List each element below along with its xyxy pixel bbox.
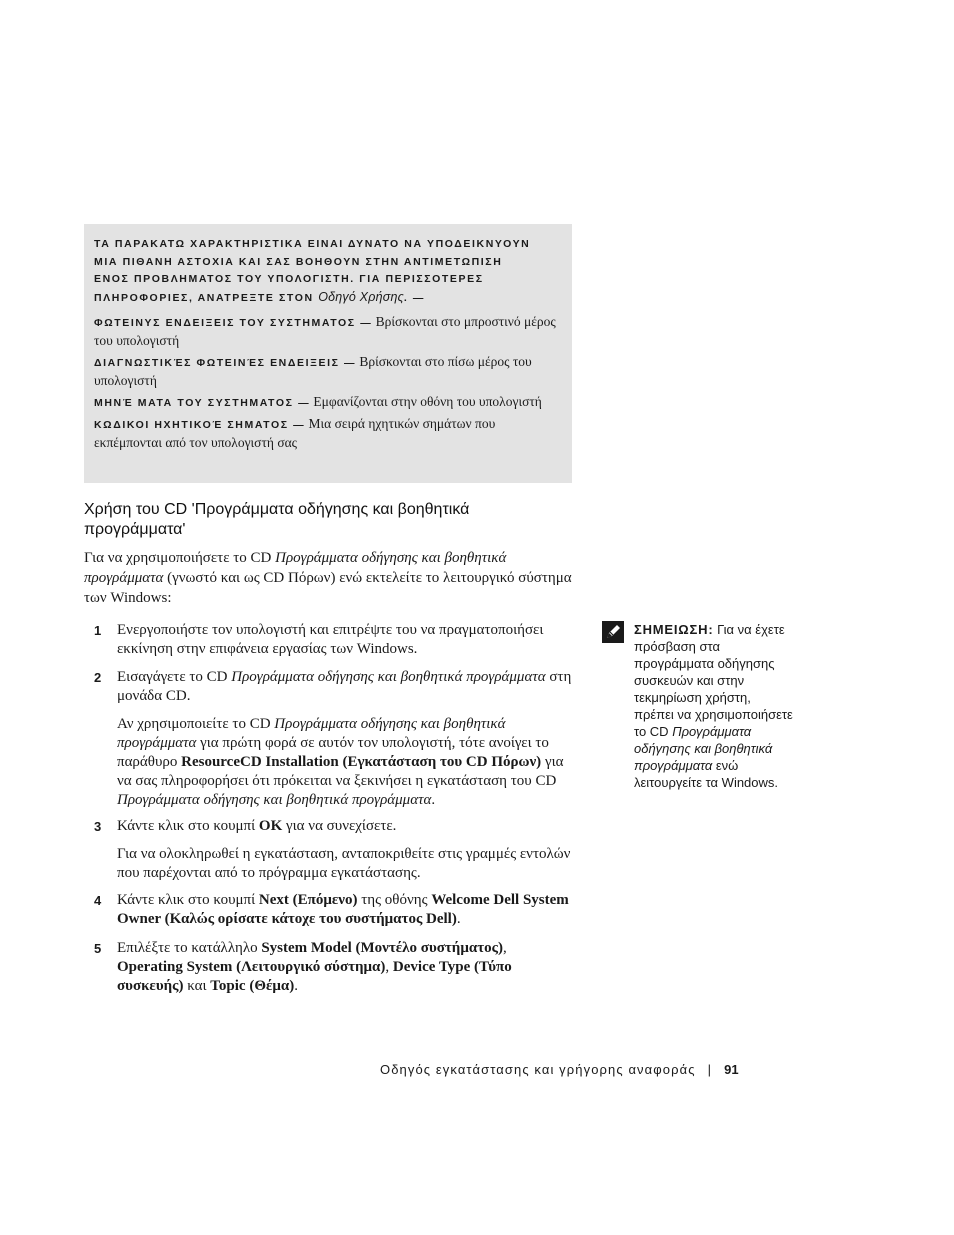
- button-name: Next (Επόμενο): [258, 892, 358, 908]
- step-text-part: Αν χρησιμοποιείτε το CD: [117, 716, 275, 732]
- step-number: 5: [94, 941, 102, 956]
- step-text-part: .: [431, 792, 436, 808]
- step-text: [117, 817, 575, 836]
- callout-item-desc: Βρίσκονται στο πίσω μέρος του υπολογιστή: [94, 354, 532, 388]
- cd-name: Προγράμματα οδήγησης και βοηθητικά προγράμματα: [231, 669, 546, 685]
- callout-item-desc: Βρίσκονται στο μπροστινό μέρος του υπολογιστή: [94, 314, 556, 348]
- intro-text: (γνωστό και ως CD Πόρων) ενώ εκτελείτε το λειτουργικό σύστημα των Windows:: [84, 570, 572, 606]
- callout-item: [94, 415, 562, 452]
- step-text: [117, 668, 575, 706]
- callout-intro-text: ΠΛΗΡΟΦΟΡΙΕΣ, ΑΝΑΤΡΕΞΤΕ ΣΤΟΝ: [94, 291, 319, 304]
- callout-item-term: ΜΗΝΈ ΜΑΤΑ ΤΟΥ ΣΥΣΤΗΜΑΤΟΣ —: [94, 397, 311, 409]
- step-number: 4: [94, 893, 102, 908]
- step-number: 3: [94, 819, 102, 834]
- note-label: ΣΗΜΕΙΩΣΗ:: [634, 622, 714, 637]
- note-pencil-icon: [602, 621, 624, 643]
- step-text-part: Κάντε κλικ στο κουμπί: [117, 892, 259, 908]
- option-name: Operating System (Λειτουργικό σύστημα): [117, 959, 386, 975]
- step-text-part: και: [183, 978, 211, 994]
- intro-text: Για να χρησιμοποιήσετε το CD: [84, 550, 276, 566]
- section-intro: [84, 548, 574, 608]
- callout-intro-line: ΜΙΑ ΠΙΘΑΝΗ ΑΣΤΟΧΙΑ ΚΑΙ ΣΑΣ ΒΟΗΘΟΥΝ ΣΤΗΝ ΑΝΤΙΜΕΤΩΠΙΣΗ: [94, 255, 503, 268]
- step-text-part: Κάντε κλικ στο κουμπί: [117, 818, 259, 834]
- window-name: ResourceCD Installation (Εγκατάσταση του CD Πόρων): [181, 754, 542, 770]
- step-text-part: Εισαγάγετε το CD: [117, 669, 232, 685]
- step-subtext: Για να ολοκληρωθεί η εγκατάσταση, ανταποκριθείτε στις γραμμές εντολών που παρέχονται από το πρόγραμμα εγκατάστασης.: [117, 846, 571, 881]
- step-text: [117, 891, 575, 929]
- note-text: [634, 621, 794, 791]
- callout-item-term: ΚΩΔΙΚΟΙ ΗΧΗΤΙΚΟΈ ΣΗΜΑΤΟΣ —: [94, 419, 306, 431]
- callout-intro-line: [94, 289, 562, 308]
- step-subtext: [117, 715, 575, 810]
- step-number: 2: [94, 670, 102, 685]
- step-text-part: στη μονάδα CD.: [117, 669, 572, 704]
- section-heading-line: Χρήση του CD 'Προγράμματα οδήγησης και βοηθητικά: [84, 501, 470, 518]
- page-number: 91: [724, 1062, 739, 1077]
- note-text-part: ενώ λειτουργείτε τα Windows.: [634, 758, 779, 790]
- section-heading: [84, 500, 574, 540]
- cd-name: Προγράμματα οδήγησης και βοηθητικά προγράμματα: [84, 550, 507, 586]
- step-text-part: ,: [385, 959, 393, 975]
- footer-title: Οδηγός εγκατάστασης και γρήγορης αναφοράς: [380, 1062, 696, 1077]
- section-heading-line: προγράμματα': [84, 521, 186, 538]
- step-text-part: για πρώτη φορά σε αυτόν τον υπολογιστή, τότε ανοίγει το παράθυρο: [117, 735, 549, 770]
- cd-name: Προγράμματα οδήγησης και βοηθητικά προγράμματα: [634, 724, 773, 773]
- step-number: 1: [94, 623, 102, 638]
- callout-intro-text: . —: [403, 291, 426, 304]
- callout-item: [94, 393, 562, 412]
- callout-intro-line: ΤΑ ΠΑΡΑΚΑΤΩ ΧΑΡΑΚΤΗΡΙΣΤΙΚΑ ΕΙΝΑΙ ΔΥΝΑΤΟ ΝΑ ΥΠΟΔΕΙΚΝΥΟΥΝ: [94, 238, 531, 250]
- step-text: Ενεργοποιήστε τον υπολογιστή και επιτρέψτε του να πραγματοποιήσει εκκίνηση στην επιφάνεια εργασίας των Windows.: [117, 622, 544, 657]
- step-text-part: Επιλέξτε το κατάλληλο: [117, 940, 262, 956]
- step-text-part: .: [456, 911, 461, 927]
- step-text-part: για να σας πληροφορήσει ότι πρόκειται να ξεκινήσει η εγκατάσταση του CD: [117, 754, 564, 789]
- option-name: Topic (Θέμα): [210, 978, 295, 994]
- step-text-part: .: [294, 978, 299, 994]
- callout-item-desc: Μια σειρά ηχητικών σημάτων που εκπέμπονται από τον υπολογιστή σας: [94, 416, 496, 450]
- user-guide-ref: Οδηγό Χρήσης: [318, 289, 404, 304]
- step-text-part: για να συνεχίσετε.: [282, 818, 397, 834]
- callout-intro-line: ΕΝΟΣ ΠΡΟΒΛΗΜΑΤΟΣ ΤΟΥ ΥΠΟΛΟΓΙΣΤΗ. ΓΙΑ ΠΕΡΙΣΣΟΤΕΡΕΣ: [94, 273, 484, 285]
- callout-box: [84, 224, 572, 483]
- page-footer: [380, 1062, 780, 1077]
- footer-separator: |: [707, 1062, 713, 1077]
- option-name: Device Type (Τύπο συσκευής): [117, 959, 512, 994]
- callout-item-desc: Εμφανίζονται στην οθόνη του υπολογιστή: [313, 394, 542, 409]
- callout-item-term: ΦΩΤΕΙΝΥΣ ΕΝΔΕΙΞΕΙΣ ΤΟΥ ΣΥΣΤΗΜΑΤΟΣ —: [94, 317, 373, 329]
- note-text-part: Για να έχετε πρόσβαση στα προγράμματα οδήγησης συσκευών και στην τεκμηρίωση χρήστη, πρέπει να χρησιμοποιήσετε το CD: [634, 622, 793, 739]
- step-text: [117, 939, 575, 996]
- step-text-part: της οθόνης: [357, 892, 432, 908]
- cd-name: Προγράμματα οδήγησης και βοηθητικά προγράμματα: [117, 792, 432, 808]
- callout-item: [94, 353, 562, 390]
- option-name: System Model (Μοντέλο συστήματος): [261, 940, 503, 956]
- button-name: OK: [258, 818, 283, 834]
- callout-item-term: ΔΙΑΓΝΩΣΤΙΚΈΣ ΦΩΤΕΙΝΈΣ ΕΝΔΕΙΞΕΙΣ —: [94, 357, 357, 369]
- cd-name: Προγράμματα οδήγησης και βοηθητικά προγράμματα: [117, 716, 506, 751]
- screen-name: Welcome Dell System Owner (Καλώς ορίσατε κάτοχε του συστήματος Dell): [117, 892, 569, 927]
- step-text-part: ,: [502, 940, 507, 956]
- callout-item: [94, 313, 562, 350]
- callout-intro: [94, 236, 562, 307]
